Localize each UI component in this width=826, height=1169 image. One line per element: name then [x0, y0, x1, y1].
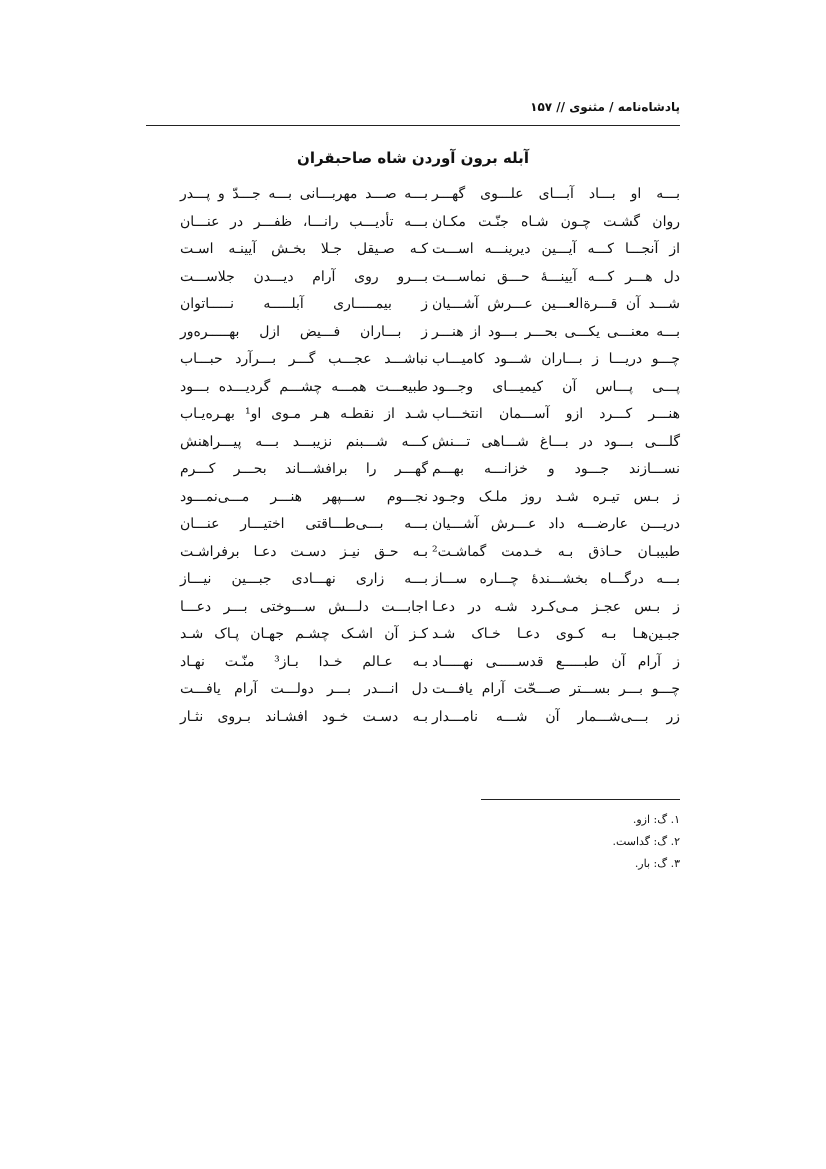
verse-first-hemistich: گلـــی بـــود در بـــاغ شـــاهی تـــنش	[432, 433, 680, 450]
verse-first-hemistich: بـــه او بـــاد آبـــای علـــوی گهـــر	[432, 186, 680, 202]
verse-second-hemistich: کـه صـیقل جـلا بخـش آیینـه اسـت	[180, 241, 428, 257]
verse-second-hemistich: بـه دسـت خـود افشـاند بـروی نثـار	[180, 708, 428, 725]
verse-row	[146, 294, 680, 322]
footnotes	[480, 811, 680, 877]
verse-first-hemistich: از آنجـــا کـــه آیـــین دیرینـــه اســـت	[432, 241, 680, 257]
verse-second-hemistich: کـز آن اشـک چشـم جهـان پـاک شـد	[180, 626, 428, 642]
footnote-3: ۳. گ: بار.	[634, 857, 680, 870]
verse-first-hemistich: نســـازند جـــود و خزانـــه بهـــم	[432, 461, 680, 477]
verse-second-hemistich: بـه عـالم خـدا بـاز³ منّـت نهـاد	[180, 653, 428, 670]
verse-second-hemistich: طبیعـــت همـــه چشـــم گردیـــده بـــود	[180, 378, 428, 395]
verse-row	[146, 679, 680, 707]
verse-row	[146, 514, 680, 542]
verse-second-hemistich: بـــه تأدیـــب رانـــا، ظفـــر در عنـــان	[180, 213, 428, 230]
verse-row	[146, 597, 680, 625]
verse-first-hemistich: روان گشـت چـون شـاه جنّـت مکـان	[432, 213, 680, 230]
verse-second-hemistich: بـه حـق نیـز دسـت دعـا برفراشـت	[180, 543, 428, 560]
verse-second-hemistich: بـــه بـــی‌طـــاقتی اختیـــار عنـــان	[180, 516, 428, 532]
verse-row	[146, 377, 680, 405]
verse-block	[146, 184, 680, 734]
verse-second-hemistich: ز بـــاران فـــیض ازل بهـــــره‌ور	[180, 323, 428, 340]
header-rule	[146, 125, 680, 126]
verse-second-hemistich: بـــه صـــد مهربـــانی بـــه جـــدّ و پـــدر	[180, 186, 428, 202]
section-title: آبله برون آوردن شاه صاحبقران	[297, 149, 529, 167]
verse-second-hemistich: ز بیمـــــاری آبلـــــه نـــــاتوان	[180, 296, 428, 312]
footnote-rule	[481, 799, 680, 800]
verse-row	[146, 322, 680, 350]
verse-first-hemistich: شـــد آن قـــرةالعـــین عـــرش آشـــیان	[432, 296, 680, 312]
verse-first-hemistich: زر بـــی‌شـــمار آن شـــه نامـــدار	[432, 708, 680, 725]
verse-row	[146, 432, 680, 460]
verse-second-hemistich: بـــرو روی آرام دیـــدن جلاســـت	[180, 268, 428, 285]
verse-row	[146, 184, 680, 212]
footnote-2: ۲. گ: گداست.	[612, 835, 680, 848]
verse-first-hemistich: پـــی پـــاس آن کیمیـــای وجـــود	[432, 378, 680, 395]
footnote-1: ۱. گ: ازو.	[632, 813, 680, 826]
verse-row	[146, 652, 680, 680]
verse-first-hemistich: چـــو دریـــا ز بـــاران شـــود کامیـــاب	[432, 351, 680, 367]
verse-row	[146, 349, 680, 377]
verse-first-hemistich: هنـــر کـــرد ازو آســـمان انتخـــاب	[432, 406, 680, 422]
verse-first-hemistich: چـــو بـــر بســـتر صـــحّت آرام یافـــت	[432, 681, 680, 697]
verse-first-hemistich: ز آرام آن طبـــــع قدســـــی نهـــــاد	[432, 653, 680, 670]
verse-first-hemistich: بـــه درگـــاه بخشـــندهٔ چـــاره ســـاز	[432, 571, 680, 587]
verse-second-hemistich: اجابـــت دلـــش ســـوختی بـــر دعـــا	[180, 598, 428, 615]
verse-row	[146, 239, 680, 267]
verse-second-hemistich: کـــه شـــبنم نزیبـــد بـــه پیـــراهنش	[180, 433, 428, 450]
verse-row	[146, 459, 680, 487]
verse-second-hemistich: نجـــوم ســـپهر هنـــر مـــی‌نمـــود	[180, 488, 428, 505]
verse-row	[146, 487, 680, 515]
verse-row	[146, 404, 680, 432]
verse-second-hemistich: دل انـــدر بـــر دولـــت آرام یافـــت	[180, 681, 428, 697]
verse-first-hemistich: دریـــن عارضـــه داد عـــرش آشـــیان	[432, 516, 680, 532]
verse-first-hemistich: دل هـــر کـــه آیینـــهٔ حـــق نماســـت	[432, 268, 680, 285]
verse-row	[146, 707, 680, 735]
verse-second-hemistich: بـــه زاری نهـــادی جبـــین نیـــاز	[180, 571, 428, 587]
verse-row	[146, 212, 680, 240]
verse-row	[146, 542, 680, 570]
verse-second-hemistich: گهـــر را برافشـــاند بحـــر کـــرم	[180, 461, 428, 477]
verse-first-hemistich: بـــه معنـــی یکـــی بحـــر بـــود از هنـــر	[432, 323, 680, 340]
verse-row	[146, 624, 680, 652]
verse-first-hemistich: ز بـس عجـز مـی‌کـرد شـه در دعـا	[432, 598, 680, 615]
running-head: پادشاه‌نامه / مثنوی // ۱۵۷	[530, 100, 680, 114]
verse-first-hemistich: طبیبـان حـاذق بـه خـدمت گماشـت²	[432, 543, 680, 560]
verse-row	[146, 267, 680, 295]
verse-row	[146, 569, 680, 597]
verse-first-hemistich: ز بـس تیـره شـد روز ملـک وجـود	[432, 488, 680, 505]
verse-second-hemistich: شـد از نقطـه هـر مـوی او¹ بهـره‌یـاب	[180, 406, 428, 422]
verse-first-hemistich: جبـین‌هـا بـه کـوی دعـا خـاک شـد	[432, 626, 680, 642]
verse-second-hemistich: نباشـــد عجـــب گـــر بـــرآرد حبـــاب	[180, 351, 428, 367]
